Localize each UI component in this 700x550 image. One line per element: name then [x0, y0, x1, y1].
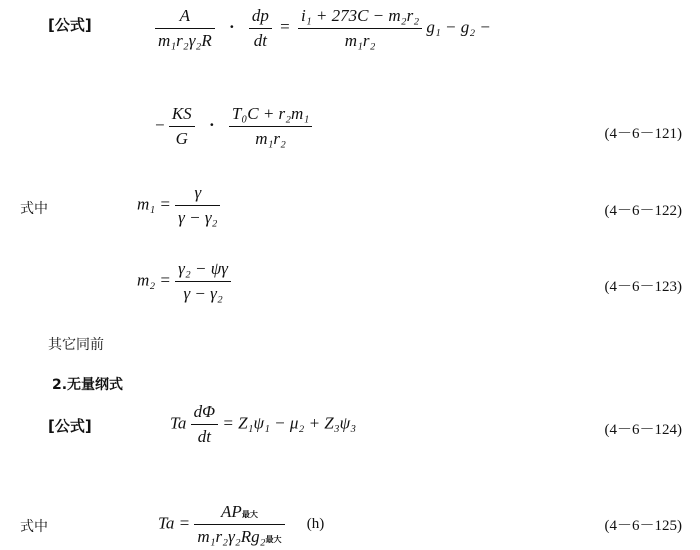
equation-number-122: (4－6－122) [604, 203, 682, 219]
section-heading: 2.无量纲式 [52, 377, 124, 393]
equation-125 [158, 502, 324, 547]
fraction-a-over-mrgr [155, 6, 215, 51]
numerator-main: i₁ + 273C − m₂r₂ [298, 6, 422, 29]
where-label-1: 式中 [20, 201, 48, 217]
formula-label-1: [公式] [48, 16, 92, 34]
numerator-ap-max [194, 502, 284, 525]
equation-number-124: (4－6－124) [604, 422, 682, 438]
denominator-g: G [175, 129, 188, 148]
ta-symbol: Ta [170, 413, 187, 433]
m2-lhs: m₂ = [137, 270, 171, 290]
denominator-m1r2g2r: m₁r₂γ₂R [158, 31, 212, 50]
ap-symbol: AP [221, 502, 242, 521]
fraction-ks-g [169, 104, 195, 149]
numerator-g2-minus-psi-g: γ₂ − ψγ [175, 259, 231, 282]
multiply-dot: · [208, 115, 215, 135]
denominator-dt: dt [253, 31, 267, 50]
fraction-main [298, 6, 422, 51]
formula-label-2: [公式] [48, 417, 92, 435]
numerator-t0c: T₀C + r₂m₁ [229, 104, 312, 127]
m1-lhs: m₁ = [137, 194, 171, 214]
same-as-before-text: 其它同前 [48, 337, 104, 353]
fraction-t0c [229, 104, 312, 149]
equation-number-125: (4－6－125) [604, 518, 682, 534]
equation-124 [170, 402, 356, 447]
equation-number-121: (4－6－121) [604, 126, 682, 142]
ta-eq: Ta = [158, 513, 191, 533]
numerator-dp: dp [249, 6, 272, 29]
denominator-gamma-minus-gamma2: γ − γ₂ [183, 284, 223, 303]
minus-sign: − [155, 115, 165, 135]
numerator-dphi: dΦ [191, 402, 218, 425]
den-125-symbol: m₁r₂γ₂Rg₂ [197, 527, 266, 546]
fraction-125 [194, 502, 284, 547]
g-terms: g₁ − g₂ − [426, 17, 491, 37]
equation-123 [137, 259, 231, 304]
equation-121-line2 [155, 104, 312, 149]
numerator-a: A [155, 6, 215, 29]
numerator-gamma: γ [175, 183, 220, 206]
denominator-dt: dt [197, 427, 211, 446]
h-mark: (h) [306, 516, 325, 533]
fraction-dphi-dt [191, 402, 218, 447]
max-subscript: 最大 [241, 510, 258, 519]
numerator-ks: KS [169, 104, 195, 127]
denominator-m1r2: m₁r₂ [255, 129, 286, 148]
fraction-m2 [175, 259, 231, 304]
equation-number-123: (4－6－123) [604, 279, 682, 295]
where-label-2: 式中 [20, 519, 48, 535]
equation-122 [137, 183, 220, 228]
fraction-m1 [175, 183, 220, 228]
fraction-dp-dt [249, 6, 272, 51]
rhs-124: = Z₁ψ₁ − μ₂ + Z₃ψ₃ [222, 413, 357, 433]
max-subscript: 最大 [265, 535, 282, 544]
equation-121-line1: $\frac{A}{\text{m₁r₂γ₂R}}$ · $\frac{dp}{dt}$ = $\frac{\text{i₁ + 273C − m₂r₂}}{\text{m₁r₂}}$ g₁ − g₂ − [155, 6, 491, 51]
denominator-gamma-minus-gamma2: γ − γ₂ [178, 208, 218, 227]
denominator-125 [194, 525, 284, 547]
denominator-m1r2: m₁r₂ [344, 31, 376, 50]
multiply-dot: · [228, 17, 235, 37]
